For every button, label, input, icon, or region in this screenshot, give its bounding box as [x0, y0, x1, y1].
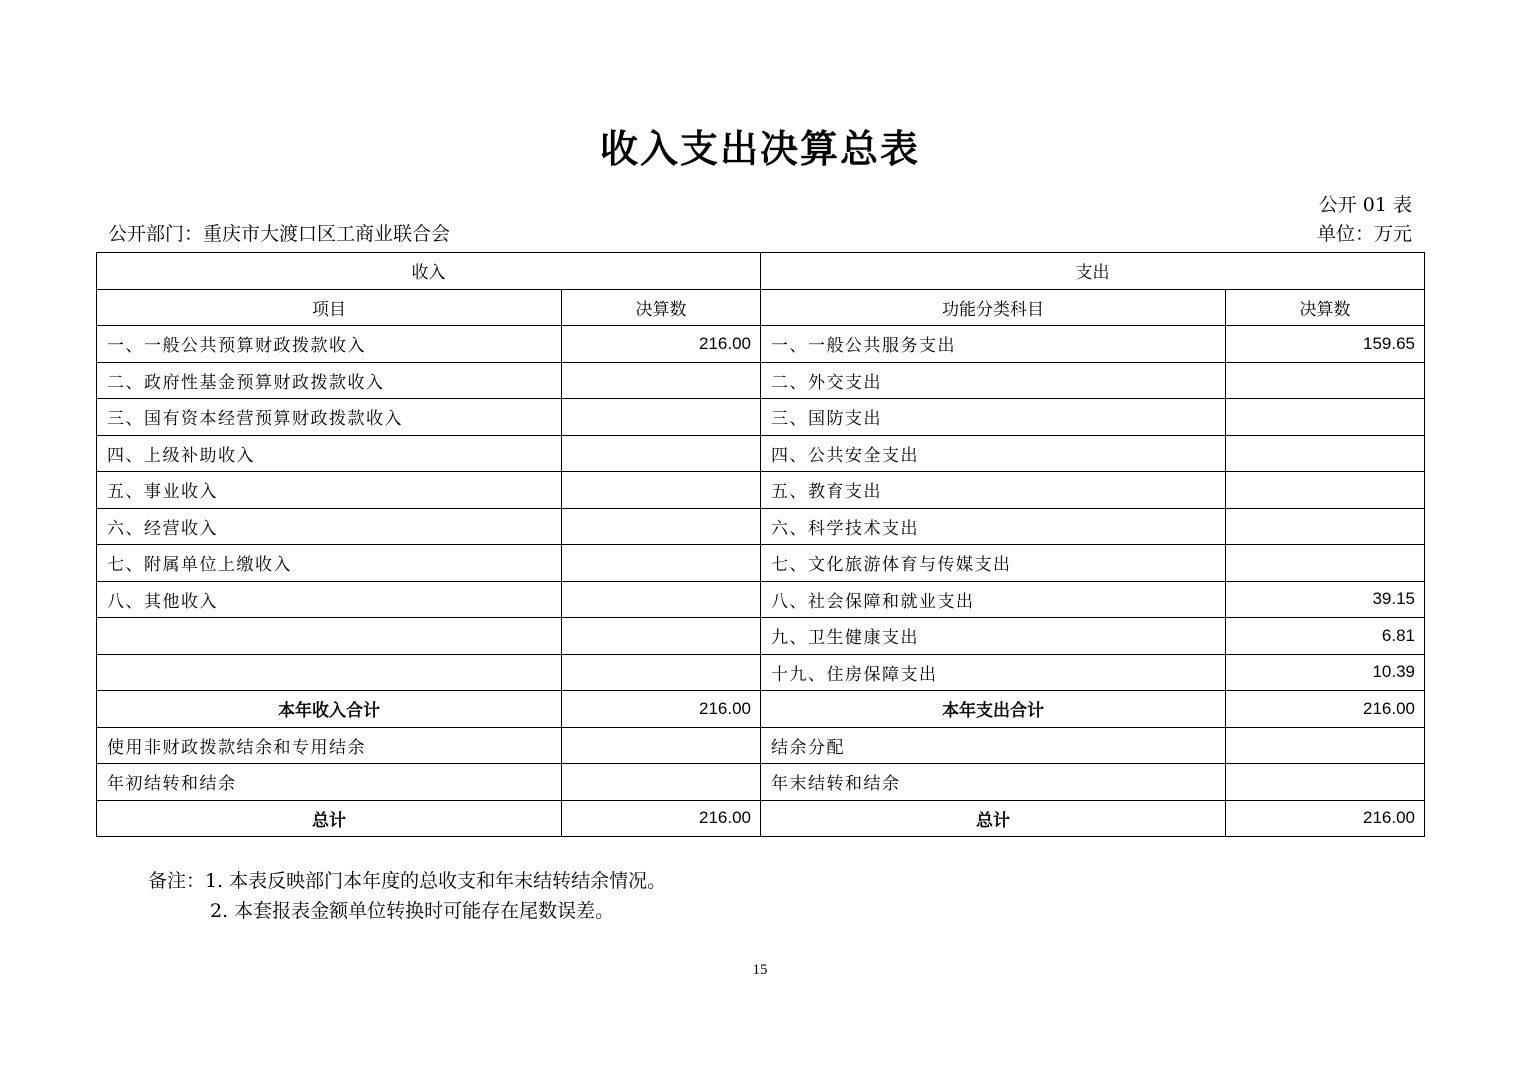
expense-item-cell: 八、社会保障和就业支出 — [761, 581, 1226, 618]
table-row — [97, 399, 1425, 436]
table-column-header-row — [97, 289, 1425, 326]
income-item-cell: 六、经营收入 — [97, 508, 562, 545]
expense-amount-cell — [1226, 508, 1425, 545]
expense-amount-cell: 6.81 — [1226, 618, 1425, 655]
expense-amount-cell — [1226, 472, 1425, 509]
income-amount-cell — [562, 545, 761, 582]
table-row — [97, 545, 1425, 582]
income-item-cell: 三、国有资本经营预算财政拨款收入 — [97, 399, 562, 436]
expense-amount-cell: 10.39 — [1226, 654, 1425, 691]
expense-item-cell: 十九、住房保障支出 — [761, 654, 1226, 691]
year-total-row — [97, 691, 1425, 728]
table-group-header-row — [97, 253, 1425, 290]
table-row — [97, 472, 1425, 509]
income-item-cell: 二、政府性基金预算财政拨款收入 — [97, 362, 562, 399]
income-amount-cell — [562, 764, 761, 801]
table-row — [97, 326, 1425, 363]
table-row — [97, 654, 1425, 691]
expense-item-cell: 九、卫生健康支出 — [761, 618, 1226, 655]
page-number: 15 — [752, 962, 768, 978]
income-item-cell: 八、其他收入 — [97, 581, 562, 618]
income-item-cell: 使用非财政拨款结余和专用结余 — [97, 727, 562, 764]
expense-item-cell: 一、一般公共服务支出 — [761, 326, 1226, 363]
table-extra-rows — [97, 727, 1425, 800]
table-row — [97, 362, 1425, 399]
table-body — [97, 326, 1425, 691]
expense-item-cell: 结余分配 — [761, 727, 1226, 764]
expense-item-cell: 五、教育支出 — [761, 472, 1226, 509]
income-amount-cell — [562, 508, 761, 545]
expense-amount-cell — [1226, 399, 1425, 436]
income-amount-cell — [562, 472, 761, 509]
income-amount-cell — [562, 399, 761, 436]
income-amount-cell — [562, 654, 761, 691]
expense-item-cell: 二、外交支出 — [761, 362, 1226, 399]
table-row — [97, 764, 1425, 801]
table-row — [97, 508, 1425, 545]
expense-item-cell: 四、公共安全支出 — [761, 435, 1226, 472]
expense-item-cell: 三、国防支出 — [761, 399, 1226, 436]
expense-amount-cell — [1226, 545, 1425, 582]
expense-group-header: 支出 — [761, 253, 1425, 290]
income-item-cell: 五、事业收入 — [97, 472, 562, 509]
grand-total-row — [97, 800, 1425, 837]
income-amount-column-header: 决算数 — [562, 289, 761, 326]
table-number: 公开 01 表 — [1318, 194, 1412, 216]
income-item-cell: 一、一般公共预算财政拨款收入 — [97, 326, 562, 363]
income-item-column-header: 项目 — [97, 289, 562, 326]
income-amount-cell — [562, 727, 761, 764]
income-item-cell — [97, 654, 562, 691]
expense-item-cell: 六、科学技术支出 — [761, 508, 1226, 545]
year-income-total-amount: 216.00 — [562, 691, 761, 728]
expense-amount-cell: 39.15 — [1226, 581, 1425, 618]
expense-amount-cell — [1226, 727, 1425, 764]
income-amount-cell — [562, 618, 761, 655]
expense-category-column-header: 功能分类科目 — [761, 289, 1226, 326]
department-label: 公开部门：重庆市大渡口区工商业联合会 — [108, 223, 451, 245]
expense-amount-cell — [1226, 435, 1425, 472]
grand-income-total-amount: 216.00 — [562, 800, 761, 837]
expense-amount-column-header: 决算数 — [1226, 289, 1425, 326]
income-item-cell: 七、附属单位上缴收入 — [97, 545, 562, 582]
unit-label: 单位：万元 — [1316, 223, 1412, 245]
note-line-1: 备注：1. 本表反映部门本年度的总收支和年末结转结余情况。 — [148, 870, 667, 892]
year-expense-total-amount: 216.00 — [1226, 691, 1425, 728]
expense-amount-cell — [1226, 362, 1425, 399]
expense-item-cell: 年末结转和结余 — [761, 764, 1226, 801]
income-amount-cell — [562, 581, 761, 618]
expense-amount-cell — [1226, 764, 1425, 801]
table-row — [97, 618, 1425, 655]
note-line-2: 2. 本套报表金额单位转换时可能存在尾数误差。 — [210, 900, 615, 922]
income-group-header: 收入 — [97, 253, 761, 290]
table-row — [97, 727, 1425, 764]
income-item-cell — [97, 618, 562, 655]
grand-expense-total-amount: 216.00 — [1226, 800, 1425, 837]
table-row — [97, 581, 1425, 618]
notes — [148, 866, 666, 926]
year-expense-total-label: 本年支出合计 — [761, 691, 1226, 728]
grand-expense-total-label: 总计 — [761, 800, 1226, 837]
year-income-total-label: 本年收入合计 — [97, 691, 562, 728]
table-row — [97, 435, 1425, 472]
expense-amount-cell: 159.65 — [1226, 326, 1425, 363]
income-amount-cell — [562, 435, 761, 472]
income-expense-table — [96, 252, 1425, 837]
income-item-cell: 四、上级补助收入 — [97, 435, 562, 472]
income-item-cell: 年初结转和结余 — [97, 764, 562, 801]
income-amount-cell: 216.00 — [562, 326, 761, 363]
expense-item-cell: 七、文化旅游体育与传媒支出 — [761, 545, 1226, 582]
grand-income-total-label: 总计 — [97, 800, 562, 837]
page-title: 收入支出决算总表 — [599, 127, 920, 171]
income-amount-cell — [562, 362, 761, 399]
